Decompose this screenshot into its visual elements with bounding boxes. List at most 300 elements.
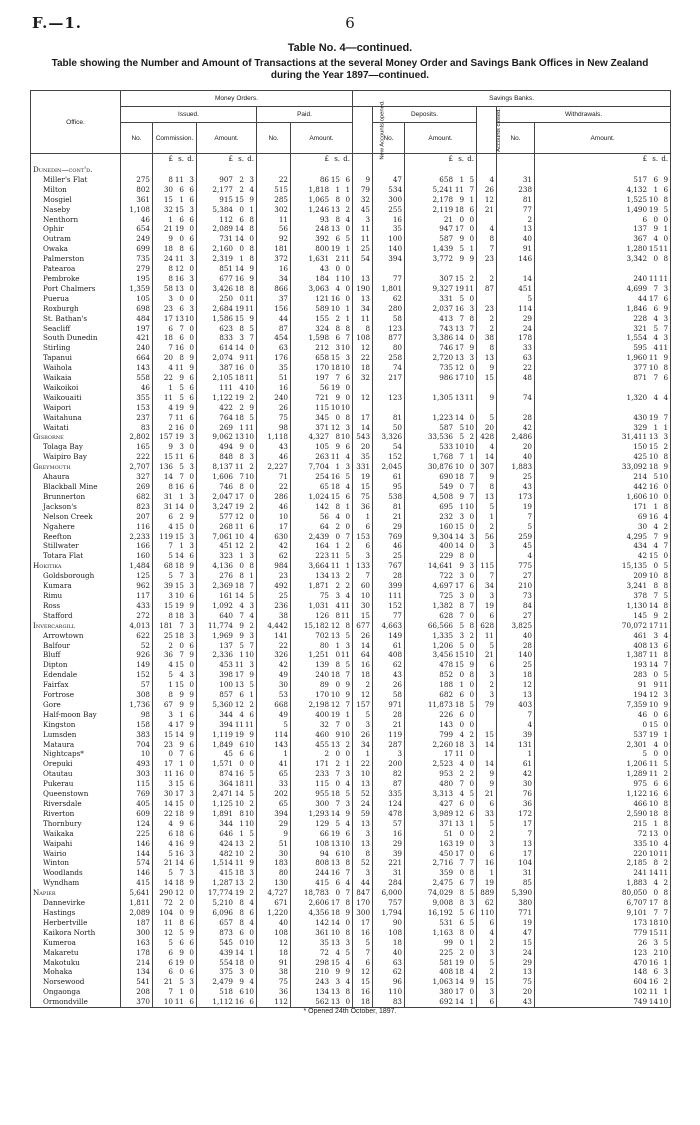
commission-amount-pounds: 1 [168, 214, 173, 224]
deposits-amount [405, 532, 477, 542]
withdrawals-amount [535, 908, 671, 918]
paid-amount-pounds: 658 [315, 353, 330, 363]
paid-count: 18 [257, 948, 291, 958]
paid-amount [291, 650, 353, 660]
deposits-amount-shillings: 9 [459, 194, 465, 204]
issued-amount [197, 284, 257, 294]
deposits-amount-shillings: 10 [454, 462, 465, 472]
deposits-amount [405, 512, 477, 522]
issued-count: 1,811 [121, 898, 153, 908]
paid-amount [291, 383, 353, 393]
deposits-amount-shillings: 14 [454, 333, 465, 343]
issued-amount-pounds: 2,074 [212, 353, 233, 363]
deposits-amount-shillings: 17 [454, 848, 465, 858]
withdrawals-count: 259 [497, 532, 535, 542]
accounts-closed-count: 79 [477, 700, 497, 710]
paid-amount-pounds: 171 [315, 759, 330, 769]
commission-amount-pence: 9 [189, 402, 194, 412]
commission-amount [153, 621, 197, 631]
withdrawals-amount-pounds: 30 [637, 521, 648, 531]
issued-amount-shillings: 19 [234, 303, 244, 313]
withdrawals-amount-shillings: 11 [648, 769, 659, 779]
deposits-amount [405, 888, 477, 898]
commission-amount-pounds: 6 [168, 947, 173, 957]
paid-amount-pounds: 126 [315, 610, 330, 620]
paid-amount-shillings: 18 [330, 907, 341, 917]
issued-amount-shillings: 18 [234, 412, 244, 422]
deposits-count [373, 264, 405, 274]
paid-amount-pence: 0 [345, 719, 351, 729]
paid-amount-shillings: 1 [335, 184, 341, 194]
issued-amount-pence: 9 [249, 264, 254, 274]
commission-amount-pence: 6 [189, 709, 194, 719]
commission-amount-shillings: 19 [174, 224, 184, 234]
office-name [31, 641, 121, 651]
issued-amount-pounds: 5,384 [212, 204, 233, 214]
accounts-closed-count: 3 [477, 541, 497, 551]
accounts-closed-count [477, 710, 497, 720]
commission-amount-pounds: 11 [163, 769, 173, 779]
office-name-text: Otautau [43, 769, 73, 779]
office-name [31, 928, 121, 938]
office-name-text: Ormondville [43, 997, 88, 1007]
paid-amount-shillings: 1 [335, 640, 341, 650]
deposits-amount-pence: 10 [464, 422, 475, 432]
issued-amount-pounds: 364 [219, 779, 233, 789]
issued-amount [197, 680, 257, 690]
office-name [31, 472, 121, 482]
paid-count: 75 [257, 977, 291, 987]
new-accounts-count: 59 [353, 809, 373, 819]
paid-amount-pence: 6 [345, 373, 351, 383]
deposits-amount [405, 799, 477, 809]
commission-amount-shillings: 5 [179, 392, 184, 402]
paid-amount-pence: 0 [345, 749, 351, 759]
withdrawals-count: 1 [497, 749, 535, 759]
withdrawals-amount [535, 858, 671, 868]
withdrawals-amount-pounds: 240 [633, 273, 648, 283]
paid-amount [291, 898, 353, 908]
withdrawals-amount-shillings: 16 [648, 511, 659, 521]
issued-amount-shillings: 1 [239, 650, 244, 660]
office-name [31, 591, 121, 601]
commission-amount [153, 502, 197, 512]
deposits-count: 46 [373, 541, 405, 551]
paid-amount-pence: 10 [340, 363, 351, 373]
issued-count: 405 [121, 799, 153, 809]
new-accounts-header: New Accounts opened. [353, 107, 373, 154]
paid-amount-pence: 8 [345, 323, 351, 333]
transactions-table-wrapper [30, 90, 670, 1016]
issued-amount [197, 977, 257, 987]
paid-amount-pence: 11 [340, 600, 351, 610]
paid-count: 285 [257, 195, 291, 205]
withdrawals-amount-pounds: 1,320 [626, 392, 648, 402]
office-name [31, 512, 121, 522]
withdrawals-amount-shillings: 4 [653, 392, 659, 402]
withdrawals-count: 5 [497, 522, 535, 532]
issued-amount-pounds: 1,849 [212, 739, 233, 749]
commission-amount-pence: 6 [189, 244, 194, 254]
paid-amount-shillings: 7 [335, 719, 341, 729]
issued-amount [197, 819, 257, 829]
issued-amount [197, 363, 257, 373]
issued-count: 187 [121, 918, 153, 928]
commission-amount-shillings: 18 [174, 878, 184, 888]
deposits-amount-pence: 1 [469, 997, 475, 1007]
commission-amount [153, 551, 197, 561]
paid-amount-shillings: 2 [335, 581, 341, 591]
commission-amount-shillings: 6 [179, 303, 184, 313]
paid-amount-shillings: 7 [335, 769, 341, 779]
deposits-amount-pence: 0 [469, 680, 475, 690]
new-accounts-count: 6 [353, 541, 373, 551]
deposits-count: 74 [373, 363, 405, 373]
deposits-amount-pounds: 99 [443, 937, 454, 947]
paid-amount-shillings: 13 [330, 987, 341, 997]
withdrawals-amount-shillings: 17 [648, 293, 659, 303]
withdrawals-amount-shillings: 14 [648, 868, 659, 878]
paid-amount-shillings: 6 [335, 878, 341, 888]
deposits-count: 287 [373, 740, 405, 750]
accounts-closed-count: 2 [477, 324, 497, 334]
new-accounts-count: 157 [353, 700, 373, 710]
issued-count: 117 [121, 591, 153, 601]
withdrawals-count: 20 [497, 442, 535, 452]
paid-amount-pence: 10 [340, 432, 351, 442]
paid-amount-pence: 4 [345, 957, 351, 967]
commission-amount-pence: 3 [189, 273, 194, 283]
issued-amount-shillings: 4 [239, 382, 244, 392]
accounts-closed-count: 9 [477, 769, 497, 779]
new-accounts-count: 34 [353, 740, 373, 750]
issued-amount-pounds: 137 [219, 640, 233, 650]
withdrawals-count: 238 [497, 185, 535, 195]
issued-amount-shillings: 18 [234, 957, 244, 967]
issued-amount-pence: 6 [249, 521, 254, 531]
office-name-text: Dipton [43, 660, 68, 670]
deposits-amount-shillings: 3 [459, 571, 465, 581]
deposits-amount [405, 541, 477, 551]
issued-amount [197, 185, 257, 195]
commission-amount-pence: 0 [189, 323, 194, 333]
issued-count: 300 [121, 928, 153, 938]
withdrawals-count: 1,883 [497, 462, 535, 472]
new-accounts-count: 3 [353, 215, 373, 225]
paid-amount-pence: 0 [345, 194, 351, 204]
issued-amount [197, 858, 257, 868]
table-row [31, 224, 671, 234]
issued-amount-shillings: 14 [234, 590, 244, 600]
commission-amount-shillings: 6 [179, 937, 184, 947]
paid-amount-pence: 9 [345, 967, 351, 977]
commission-amount [153, 690, 197, 700]
withdrawals-amount [535, 789, 671, 799]
withdrawals-amount-pounds: 408 [633, 640, 648, 650]
commission-amount-shillings: 17 [174, 789, 184, 799]
deposits-amount-shillings: 5 [459, 293, 465, 303]
issued-amount-pence: 11 [244, 293, 254, 303]
issued-amount-pence: 2 [249, 838, 254, 848]
commission-amount-shillings: 7 [179, 620, 184, 630]
paid-amount-pence: 10 [340, 729, 351, 739]
deposits-amount [405, 353, 477, 363]
deposits-amount-pence: 7 [469, 491, 475, 501]
deposits-amount-pence: 5 [469, 174, 475, 184]
deposits-count: 80 [373, 343, 405, 353]
issued-count: 52 [121, 641, 153, 651]
new-accounts-count [353, 264, 373, 274]
issued-amount-shillings: 8 [239, 808, 244, 818]
page-header [32, 14, 668, 30]
deposits-amount [405, 244, 477, 254]
new-accounts-count: 14 [353, 641, 373, 651]
deposits-amount-units: £ s. d. [405, 154, 477, 166]
withdrawals-amount [535, 730, 671, 740]
paid-amount-pence: 6 [345, 491, 351, 501]
withdrawals-amount-shillings: 4 [653, 541, 659, 551]
withdrawals-amount-pounds: 150 [633, 442, 648, 452]
withdrawals-count: 84 [497, 601, 535, 611]
issued-amount-pence: 8 [249, 561, 254, 571]
deposits-count: 39 [373, 849, 405, 859]
paid-amount-pence: 3 [345, 937, 351, 947]
issued-amount [197, 254, 257, 264]
commission-amount-pounds: 18 [163, 244, 173, 254]
office-name-text: Ophir [43, 224, 64, 234]
paid-amount-pence: 7 [345, 670, 351, 680]
office-name [31, 205, 121, 215]
paid-amount-pounds: 105 [315, 442, 330, 452]
office-name-text: Napier [33, 888, 56, 898]
paid-amount-shillings: 3 [335, 343, 341, 353]
deposits-amount-pence: 8 [469, 313, 475, 323]
commission-amount-pounds: 8 [168, 264, 173, 274]
withdrawals-amount [535, 660, 671, 670]
office-name-text: Port Chalmers [43, 283, 96, 293]
table-row [31, 551, 671, 561]
commission-amount-shillings: 9 [179, 739, 184, 749]
withdrawals-amount-pounds: 329 [633, 422, 648, 432]
withdrawals-amount-pounds: 33,092 [621, 462, 648, 472]
office-name [31, 740, 121, 750]
commission-amount-shillings: 0 [179, 293, 184, 303]
deposits-count: 26 [373, 680, 405, 690]
new-accounts-count: 10 [353, 769, 373, 779]
paid-amount-pence: 3 [345, 462, 351, 472]
commission-amount-pounds: 290 [159, 888, 173, 898]
withdrawals-amount-shillings: 16 [648, 977, 659, 987]
withdrawals-count: 25 [497, 472, 535, 482]
deposits-amount-pounds: 2,720 [432, 353, 454, 363]
withdrawals-amount [535, 383, 671, 393]
paid-amount [291, 641, 353, 651]
withdrawals-amount-pence: 11 [658, 343, 669, 353]
deposits-count: 119 [373, 730, 405, 740]
deposits-amount-shillings: 19 [454, 957, 465, 967]
paid-amount-shillings: 14 [330, 808, 341, 818]
withdrawals-amount-pence: 11 [658, 680, 669, 690]
withdrawals-count: 451 [497, 284, 535, 294]
deposits-amount [405, 591, 477, 601]
issued-amount-shillings: 6 [239, 749, 244, 759]
office-name [31, 888, 121, 898]
table-row [31, 264, 671, 274]
commission-amount-pounds: 36 [163, 650, 173, 660]
issued-amount [197, 650, 257, 660]
office-name [31, 551, 121, 561]
issued-amount [197, 898, 257, 908]
issued-amount-shillings: 6 [239, 927, 244, 937]
office-name [31, 195, 121, 205]
deposits-amount-shillings: 18 [454, 204, 465, 214]
commission-amount [153, 522, 197, 532]
new-accounts-count: 16 [353, 660, 373, 670]
deposits-amount [405, 660, 477, 670]
paid-amount-pounds: 800 [315, 244, 330, 254]
withdrawals-amount-shillings: 10 [648, 194, 659, 204]
issued-amount-pence: 9 [249, 858, 254, 868]
deposits-amount-pounds: 746 [439, 343, 454, 353]
paid-amount [291, 997, 353, 1007]
deposits-amount-pence: 1 [469, 194, 475, 204]
withdrawals-amount-pounds: 377 [633, 363, 648, 373]
new-accounts-count: 8 [353, 849, 373, 859]
deposits-amount [405, 551, 477, 561]
issued-amount-shillings: 0 [239, 937, 244, 947]
issued-count: 1,108 [121, 205, 153, 215]
paid-count: 65 [257, 799, 291, 809]
paid-count: 62 [257, 551, 291, 561]
withdrawals-amount-shillings: 2 [653, 947, 659, 957]
withdrawals-count: 81 [497, 195, 535, 205]
withdrawals-count: 33 [497, 343, 535, 353]
commission-amount-pounds: 21 [163, 858, 173, 868]
deposits-amount [405, 561, 477, 571]
deposits-count: 221 [373, 858, 405, 868]
deposits-amount-header: Amount. [405, 123, 477, 154]
issued-count: 370 [121, 997, 153, 1007]
paid-amount-pounds: 589 [315, 303, 330, 313]
commission-amount-pounds: 4 [168, 521, 173, 531]
paid-amount-pounds: 3,664 [308, 561, 330, 571]
deposits-amount-pence: 6 [469, 808, 475, 818]
paid-count: 35 [257, 363, 291, 373]
deposits-amount [405, 284, 477, 294]
deposits-amount-pence: 8 [469, 620, 475, 630]
commission-amount [153, 601, 197, 611]
accounts-closed-count: 1 [477, 512, 497, 522]
issued-amount-pence: 4 [249, 977, 254, 987]
deposits-amount-pence: 7 [469, 323, 475, 333]
issued-amount-shillings: 1 [239, 818, 244, 828]
deposits-amount-shillings: 6 [459, 709, 465, 719]
paid-amount-pence: 8 [345, 987, 351, 997]
issued-amount-header: Amount. [197, 123, 257, 154]
issued-count: 83 [121, 423, 153, 433]
withdrawals-count: 140 [497, 650, 535, 660]
withdrawals-amount-pounds: 6 [642, 214, 648, 224]
paid-amount [291, 195, 353, 205]
paid-count: 98 [257, 423, 291, 433]
issued-amount [197, 195, 257, 205]
office-name [31, 442, 121, 452]
commission-amount [153, 472, 197, 482]
table-row [31, 304, 671, 314]
withdrawals-amount-pounds: 31,411 [621, 432, 648, 442]
withdrawals-amount [535, 462, 671, 472]
deposits-amount-shillings: 13 [454, 392, 465, 402]
deposits-amount-pounds: 1,382 [432, 600, 454, 610]
deposits-amount-pence: 0 [469, 640, 475, 650]
table-row [31, 690, 671, 700]
deposits-amount [405, 700, 477, 710]
issued-amount-shillings: 19 [234, 888, 244, 898]
issued-amount-shillings: 6 [239, 987, 244, 997]
table-row [31, 195, 671, 205]
paid-amount-shillings: 6 [335, 234, 341, 244]
paid-amount-pence: 5 [345, 234, 351, 244]
deposits-amount-pounds: 160 [439, 521, 454, 531]
withdrawals-count: 31 [497, 868, 535, 878]
paid-amount-pence: 4 [345, 590, 351, 600]
commission-amount-shillings: 14 [174, 551, 184, 561]
withdrawals-amount-pounds: 173 [633, 917, 648, 927]
deposits-amount-pence: 7 [469, 472, 475, 482]
deposits-amount-shillings: 9 [459, 491, 465, 501]
deposits-amount [405, 294, 477, 304]
commission-amount [153, 700, 197, 710]
table-row [31, 868, 671, 878]
paid-amount-shillings: 19 [330, 828, 341, 838]
withdrawals-amount [535, 928, 671, 938]
deposits-amount-pence: 7 [469, 878, 475, 888]
office-name-text: Roxburgh [43, 303, 79, 313]
paid-amount-shillings: 13 [330, 997, 341, 1007]
paid-count: 38 [257, 611, 291, 621]
deposits-amount [405, 958, 477, 968]
paid-amount [291, 948, 353, 958]
deposits-amount-pounds: 3,989 [432, 808, 454, 818]
commission-amount [153, 779, 197, 789]
withdrawals-amount [535, 343, 671, 353]
issued-amount-pounds: 323 [219, 551, 233, 561]
commission-amount-pounds: 2 [168, 422, 173, 432]
issued-amount-shillings: 7 [239, 472, 244, 482]
withdrawals-amount-pence: 4 [663, 630, 669, 640]
paid-amount-shillings: 13 [330, 838, 341, 848]
deposits-count: 140 [373, 244, 405, 254]
new-accounts-count: 17 [353, 918, 373, 928]
commission-amount-shillings: 1 [179, 491, 184, 501]
office-name [31, 492, 121, 502]
new-accounts-count: 6 [353, 958, 373, 968]
issued-amount-pence: 10 [244, 818, 254, 828]
commission-amount [153, 432, 197, 442]
office-name [31, 809, 121, 819]
commission-amount [153, 442, 197, 452]
deposits-amount-pence: 7 [469, 600, 475, 610]
footnote: * Opened 24th October, 1897. [303, 1008, 397, 1016]
commission-amount-pounds: 8 [168, 273, 173, 283]
commission-amount-shillings: 7 [179, 571, 184, 581]
deposits-count: 87 [373, 779, 405, 789]
withdrawals-amount-shillings: 8 [653, 858, 659, 868]
accounts-closed-count: 19 [477, 878, 497, 888]
deposits-amount-pounds: 9,008 [432, 898, 454, 908]
deposits-amount-pence: 3 [469, 303, 475, 313]
issued-amount-shillings: 0 [239, 204, 244, 214]
